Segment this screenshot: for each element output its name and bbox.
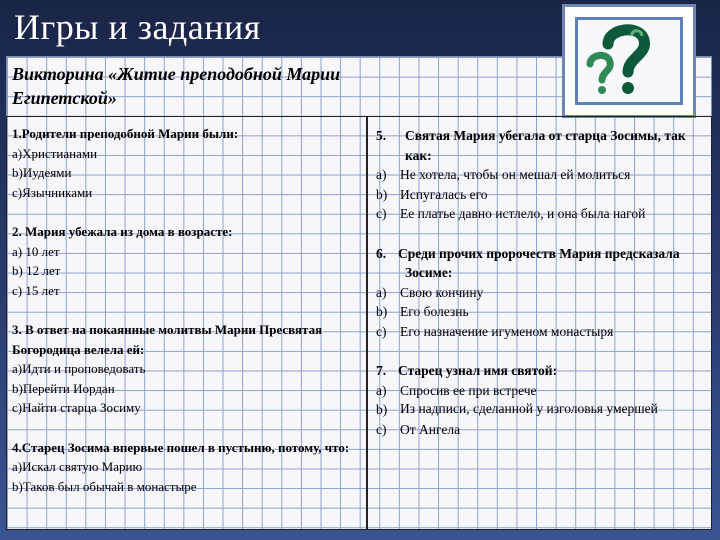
left-column: [12, 124, 362, 516]
answer-option: a) Спросив ее при встрече: [376, 382, 537, 398]
answer-option: c)Язычниками: [12, 184, 93, 200]
question-text: 2. Мария убежала из дома в возрасте:: [12, 223, 233, 239]
answer-option: c) От Ангела: [376, 421, 461, 437]
quiz-subtitle: Викторина «Житие преподобной Марии Египетской»: [12, 64, 341, 108]
question-block: [12, 320, 362, 418]
answer-option: a)Идти и проповедовать: [12, 361, 146, 377]
answer-option: c) 15 лет: [12, 282, 60, 298]
answer-option: c) Его назначение игуменом монастыря: [376, 323, 614, 339]
answer-option: b)Таков был обычай в монастыре: [12, 478, 197, 494]
question-block: [376, 126, 706, 224]
question-text: 1.Родители преподобной Марии были:: [12, 126, 239, 141]
question-block: [376, 361, 706, 439]
answer-option: a) 10 лет: [12, 243, 60, 259]
answer-option: b) Испугалась его: [376, 186, 488, 202]
answer-option: c)Найти старца Зосиму: [12, 400, 141, 416]
answer-option: a)Христианами: [12, 145, 98, 161]
slide-title: Игры и задания: [14, 7, 261, 47]
question-block: [12, 124, 362, 202]
question-block: [12, 438, 362, 497]
question-text: 5. Святая Мария убегала от старца Зосимы, так как:: [376, 128, 686, 163]
question-number: 5.: [376, 128, 387, 143]
answer-option: b)Перейти Иордан: [12, 380, 115, 396]
answer-option: c) Ее платье давно истлело, и она была нагой: [376, 206, 646, 222]
question-block: [376, 244, 706, 342]
question-text: 7. Старец узнал имя святой:: [376, 361, 706, 381]
answer-option: b) 12 лет: [12, 263, 61, 279]
question-text: 4.Старец Зосима впервые пошел в пустыню, потому, что:: [12, 439, 350, 455]
question-number: 7.: [376, 363, 387, 379]
question-mark-icon: [568, 14, 676, 102]
question-text: 6. Среди прочих пророчеств Мария предсказала Зосиме:: [376, 245, 680, 281]
answer-option: b) Его болезнь: [376, 304, 469, 320]
right-column: [376, 126, 706, 459]
answer-option: a) Не хотела, чтобы он мешал ей молиться: [376, 167, 631, 183]
answer-option: a) Свою кончину: [376, 284, 484, 300]
answer-option: a)Искал святую Марию: [12, 459, 143, 475]
answer-option: b)Иудеями: [12, 165, 72, 181]
logo: [562, 4, 696, 118]
question-number: 6.: [376, 245, 387, 261]
column-divider: [366, 116, 368, 530]
answer-option: b) Из надписи, сделанной у изголовья умершей: [376, 401, 658, 418]
question-text: 3. В ответ на покаянные молитвы Марии Пресвятая Богородица велела ей:: [12, 321, 323, 357]
question-block: [12, 222, 362, 300]
